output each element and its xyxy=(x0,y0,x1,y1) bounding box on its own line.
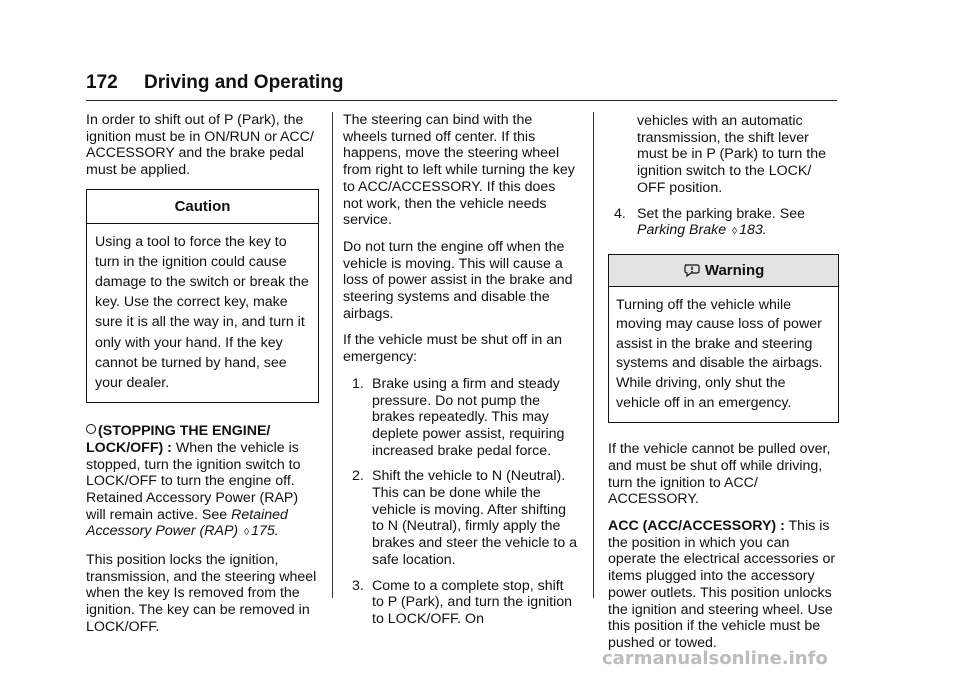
list-item: 4. Set the parking brake. See Parking Brake ◊ 183. xyxy=(608,206,840,241)
warning-header xyxy=(609,255,838,287)
step-number: 2. xyxy=(352,468,364,485)
shift-park-paragraph: In order to shift out of P (Park), the ignition must be in ON/RUN or ACC/ ACCESSORY and the brake pedal must be applied. xyxy=(86,112,314,179)
step-number: 4. xyxy=(614,205,626,222)
list-item xyxy=(343,468,579,568)
caution-body: Using a tool to force the key to turn in the ignition could cause damage to the switch or break the key. Use the correct key, make sure it is all the way in, and turn it only with your hand. If the key cannot be turned by hand, see your dealer. xyxy=(95,233,309,391)
acc-term: ACC (ACC/ACCESSORY) : xyxy=(608,518,785,534)
step3-continuation: vehicles with an automatic transmission, the shift lever must be in P (Park) to turn the ignition switch to the LOCK/ OFF position. xyxy=(637,113,826,196)
acc-text: This is the position in which you can operate the electrical accessories or items plugged into the accessory power outlets. This position unlocks the ignition and steering wheel. Use this position if the vehicle must be pushed or towed. xyxy=(608,518,836,651)
pull-over-paragraph: If the vehicle cannot be pulled over, and must be shut off while driving, turn the ignition to ACC/ ACCESSORY. xyxy=(608,441,831,508)
caution-box xyxy=(86,189,319,403)
engine-off-moving-paragraph: Do not turn the engine off when the vehicle is moving. This will cause a loss of power assist in the brake and steering systems and disable the airbags. xyxy=(343,238,573,322)
column-right xyxy=(608,113,840,662)
emergency-intro-paragraph: If the vehicle must be shut off in an emergency: xyxy=(343,332,562,366)
caution-title: Caution xyxy=(87,190,318,224)
acc-paragraph xyxy=(608,518,840,652)
lock-position-paragraph: This position locks the ignition, transmission, and the steering wheel when the key Is removed from the ignition. The key can be removed in LOCK/OFF. xyxy=(86,552,317,635)
step-text: Brake using a firm and steady pressure. Do not pump the brakes repeatedly. This may deplete power assist, requiring increased brake pedal force. xyxy=(372,375,565,459)
step-number: 3. xyxy=(352,577,364,594)
page-number: 172 xyxy=(86,72,118,93)
stopping-engine-paragraph: (STOPPING THE ENGINE/ LOCK/OFF) : When the vehicle is stopped, turn the ignition switch to LOCK/OFF to turn the engine off. Retained Accessory Power (RAP) will remain active. See Retained Accessory Power (RAP) ◊ 175. xyxy=(86,423,320,542)
step-text: Set the parking brake. See xyxy=(637,205,805,222)
page-header xyxy=(86,70,837,101)
rap-reference-link[interactable]: Retained Accessory Power (RAP) xyxy=(86,506,288,540)
stopping-term: (STOPPING THE ENGINE/ LOCK/OFF) : xyxy=(86,423,271,456)
steering-bind-paragraph: The steering can bind with the wheels turned off center. If this happens, move the steering wheel from right to left while turning the key to ACC/ACCESSORY. If this does not work, then the vehicle needs service. xyxy=(343,112,575,229)
warning-icon xyxy=(683,263,701,277)
warning-body: Turning off the vehicle while moving may cause loss of power assist in the brake and steering systems and disable the airbags. While driving, only shut the vehicle off in an emergency. xyxy=(616,296,823,411)
parking-brake-page-number[interactable]: 183 xyxy=(739,222,763,239)
page-reference-icon: ◊ xyxy=(244,527,250,539)
emergency-steps-list-continued xyxy=(608,206,840,241)
step-number: 1. xyxy=(352,375,364,392)
column-divider xyxy=(593,112,594,598)
warning-title: Warning xyxy=(704,261,765,279)
column-divider xyxy=(332,112,333,598)
step-text: Shift the vehicle to N (Neutral). This can be done while the vehicle is moving. After shifting to N (Neutral), firmly apply the brakes and steer the vehicle to a safe location. xyxy=(372,468,578,568)
page-reference-icon: ◊ xyxy=(732,226,738,238)
rap-page-number[interactable]: 175 xyxy=(251,523,275,540)
step-text: Come to a complete stop, shift to P (Park), and turn the ignition to LOCK/OFF. On xyxy=(372,577,573,627)
section-title: Driving and Operating xyxy=(144,72,344,93)
lock-off-position-icon xyxy=(86,424,96,434)
list-item xyxy=(343,376,579,460)
list-item xyxy=(343,578,579,628)
emergency-steps-list xyxy=(343,376,579,628)
column-left xyxy=(86,112,320,646)
watermark: carmanualsonline.info xyxy=(602,648,828,669)
stopping-text: When the vehicle is stopped, turn the ignition switch to LOCK/OFF to turn the engine off. Retained Accessory Power (RAP) will remain active. See xyxy=(86,439,301,523)
column-middle xyxy=(343,112,579,637)
parking-brake-reference-link[interactable]: Parking Brake xyxy=(637,222,727,239)
warning-box xyxy=(608,254,839,423)
